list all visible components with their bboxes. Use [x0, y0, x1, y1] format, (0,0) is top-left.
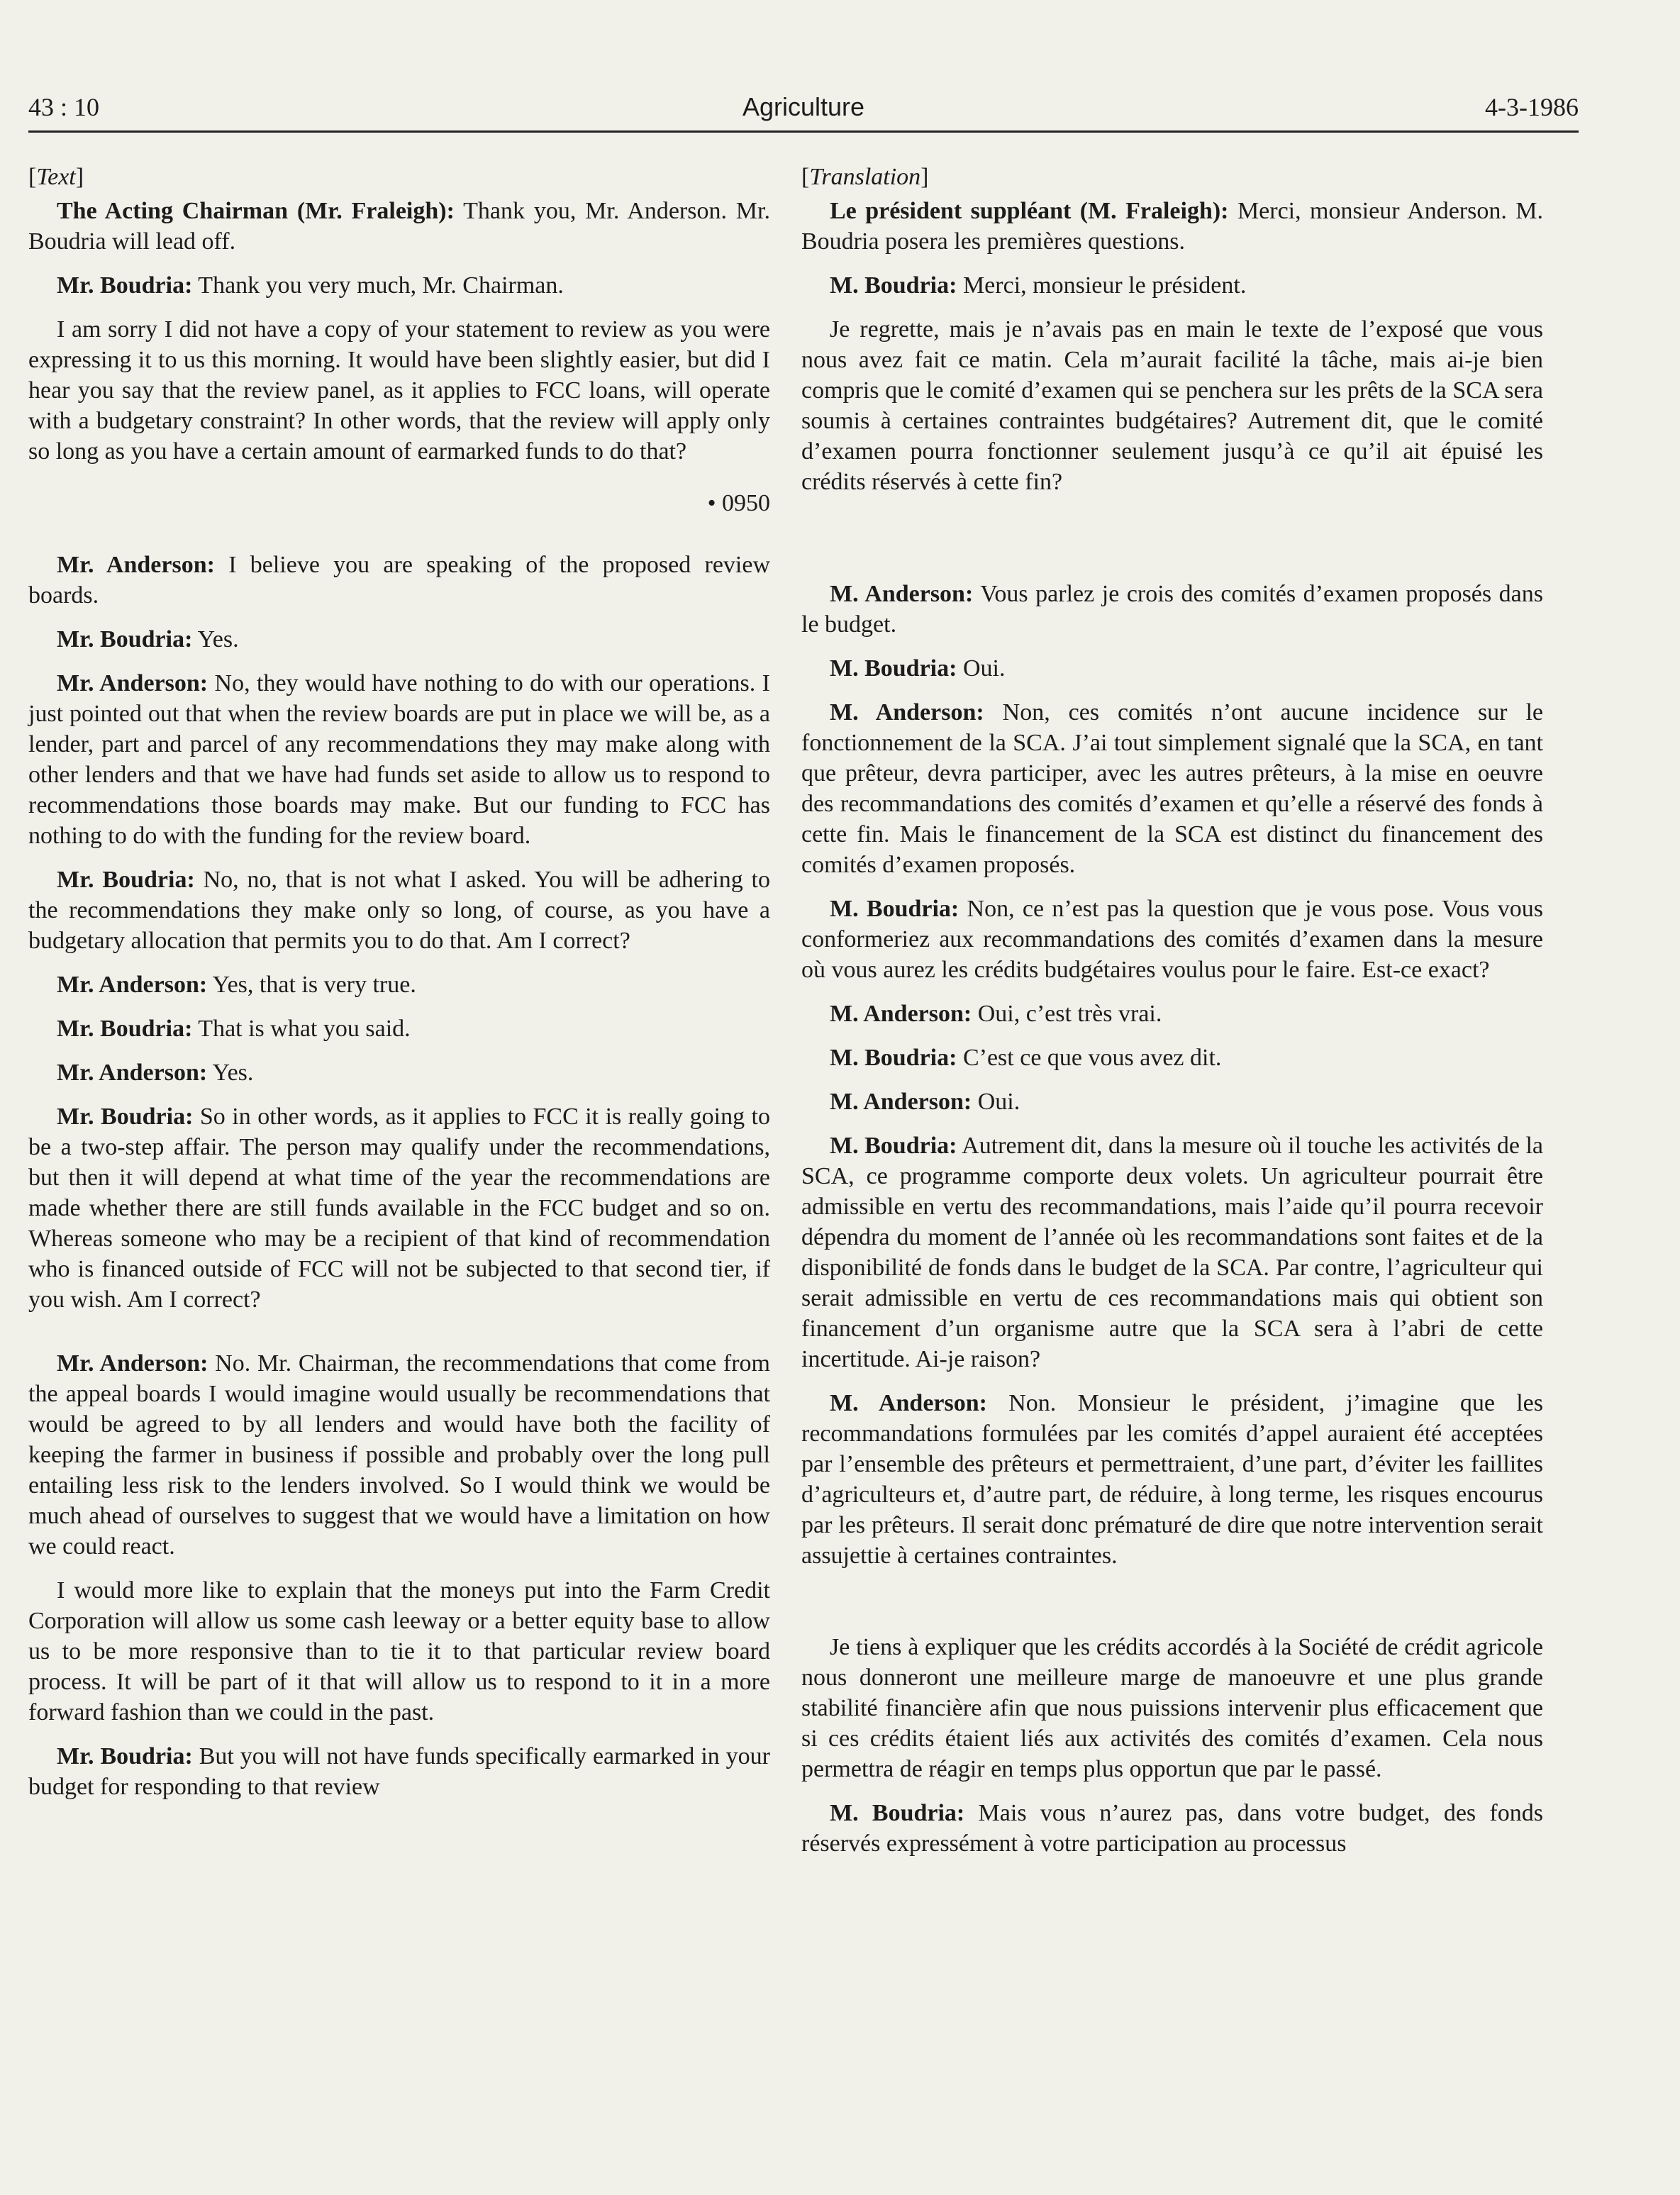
paragraph: Mr. Anderson: Yes. — [57, 1060, 254, 1086]
paragraph: Mr. Anderson: I believe you are speaking of the proposed review boards. — [28, 552, 771, 609]
section-label-translation: [Translation] — [801, 164, 929, 190]
paragraph: Je regrette, mais je n’avais pas en main le texte de l’exposé que vous nous avez fait ce matin. Cela m’aurait facilité la tâche, mais ai-je bien compris que le comité d’examen qui se penchera sur les prêts de la SCA sera soumis à certaines contraintes budgétaires? Autrement dit, que le comité d’examen pourra fonctionner seulement jusqu’à ce qu’il ait épuisé les crédits réservés à cette fin? — [801, 316, 1543, 495]
paragraph: M. Anderson: Oui, c’est très vrai. — [830, 1001, 1162, 1027]
paragraph: Mr. Boudria: No, no, that is not what I asked. You will be adhering to the recommendations they make only so long, of course, as you have a budgetary allocation that permits you to do that. Am I correct? — [28, 867, 770, 954]
paragraph: Je tiens à expliquer que les crédits accordés à la Société de crédit agricole nous donneront une meilleure marge de manoeuvre et une plus grande stabilité financière afin que nous puissions intervenir plus efficacement que si ces crédits étaient liés aux activités des comités d’examen. Cela nous permettra de réagir en temps plus opportun que par le passé. — [801, 1634, 1543, 1782]
paragraph: Le président suppléant (M. Fraleigh): Merci, monsieur Anderson. M. Boudria posera les premières questions. — [801, 198, 1543, 255]
page-header — [28, 91, 1579, 133]
paragraph: M. Boudria: Oui. — [830, 655, 1006, 682]
paragraph: Mr. Boudria: But you will not have funds specifically earmarked in your budget for responding to that review — [28, 1743, 770, 1800]
time-marker: • 0950 — [707, 490, 770, 516]
section-label-text: [Text] — [28, 164, 84, 190]
paragraph: M. Anderson: Non, ces comités n’ont aucune incidence sur le fonctionnement de la SCA. J’ai tout simplement signalé que la SCA, en tant que prêteur, devra participer, avec les autres prêteurs, à la mise en oeuvre des recommandations des comités d’examen et qu’elle a réservé des fonds à cette fin. Mais le financement de la SCA est distinct du financement des comités d’examen proposés. — [801, 699, 1544, 878]
paragraph: M. Boudria: Autrement dit, dans la mesure où il touche les activités de la SCA, ce programme comporte deux volets. Un agriculteur pourrait être admissible en vertu des recommandations, mais l’aide qu’il pourra recevoir dépendra du moment de l’année où les recommandations sont faites et de la disponibilité de fonds dans le budget de la SCA. Par contre, l’agriculteur qui serait admissible en vertu de ces recommandations mais qui obtient son financement d’un organisme autre que la SCA sera à l’abri de cette incertitude. Ai-je raison? — [801, 1133, 1543, 1372]
paragraph: Mr. Anderson: No, they would have nothing to do with our operations. I just pointed out that when the review boards are put in place we will be, as a lender, part and parcel of any recommendations they may make along with other lenders and that we have had funds set aside to allow us to respond to recommendations those boards may make. But our funding to FCC has nothing to do with the funding for the review board. — [28, 670, 770, 849]
paragraph: M. Boudria: Non, ce n’est pas la question que je vous pose. Vous vous conformeriez aux recommandations des comités d’examen dans la mesure où vous aurez les crédits budgétaires voulus pour le faire. Est-ce exact? — [801, 896, 1543, 983]
paragraph: Mr. Anderson: No. Mr. Chairman, the recommendations that come from the appeal boards I would imagine would usually be recommendations that would be agreed to by all lenders and would have both the facility of keeping the farmer in business if possible and probably over the long pull entailing less risk to the lenders involved. So I would think we would be much ahead of ourselves to suggest that we would have a limitation on how we could react. — [28, 1350, 771, 1560]
paragraph: M. Boudria: Mais vous n’aurez pas, dans votre budget, des fonds réservés expressément à votre participation au processus — [801, 1800, 1543, 1857]
french-column — [801, 162, 1543, 1872]
paragraph: I am sorry I did not have a copy of your statement to review as you were expressing it to us this morning. It would have been slightly easier, but did I hear you say that the review panel, as it applies to FCC loans, will operate with a budgetary constraint? In other words, that the review will apply only so long as you have a certain amount of earmarked funds to do that? — [28, 316, 770, 465]
paragraph: M. Boudria: C’est ce que vous avez dit. — [830, 1045, 1222, 1071]
running-title: Agriculture — [742, 92, 865, 121]
paragraph: Mr. Boudria: Yes. — [57, 626, 239, 652]
paragraph: M. Anderson: Non. Monsieur le président, j’imagine que les recommandations formulées par les comités d’appel auraient été acceptées par l’ensemble des prêteurs et permettraient, d’une part, d’éviter les faillites d’agriculteurs et, d’autre part, de réduire, à long terme, les risques encourus par les prêteurs. Il serait donc prématuré de dire que notre intervention serait assujettie à certaines contraintes. — [801, 1390, 1543, 1569]
paragraph: M. Anderson: Vous parlez je crois des comités d’examen proposés dans le budget. — [801, 581, 1543, 638]
paragraph: M. Boudria: Merci, monsieur le président. — [830, 272, 1247, 299]
paragraph: Mr. Boudria: Thank you very much, Mr. Chairman. — [57, 272, 564, 299]
paragraph: Mr. Boudria: So in other words, as it applies to FCC it is really going to be a two-step affair. The person may qualify under the recommendations, but then it will depend at what time of the year the recommendations are made whether there are still funds available in the FCC budget and so on. Whereas someone who may be a recipient of that kind of recommendation who is financed outside of FCC will not be subjected to that second tier, if you wish. Am I correct? — [28, 1104, 770, 1313]
page-number: 43 : 10 — [28, 93, 100, 121]
sitting-date: 4-3-1986 — [1485, 93, 1579, 121]
paragraph: I would more like to explain that the moneys put into the Farm Credit Corporation will allow us some cash leeway or a better equity base to allow us to be more responsive than to tie it to that particular review board process. It will be part of it that will allow us to respond to it in a more forward fashion than we could in the past. — [28, 1577, 770, 1726]
paragraph: Mr. Anderson: Yes, that is very true. — [57, 972, 416, 998]
paragraph: The Acting Chairman (Mr. Fraleigh): Thank you, Mr. Anderson. Mr. Boudria will lead off. — [28, 198, 770, 255]
english-column — [28, 162, 770, 1816]
paragraph: Mr. Boudria: That is what you said. — [57, 1016, 411, 1042]
paragraph: M. Anderson: Oui. — [830, 1089, 1020, 1115]
